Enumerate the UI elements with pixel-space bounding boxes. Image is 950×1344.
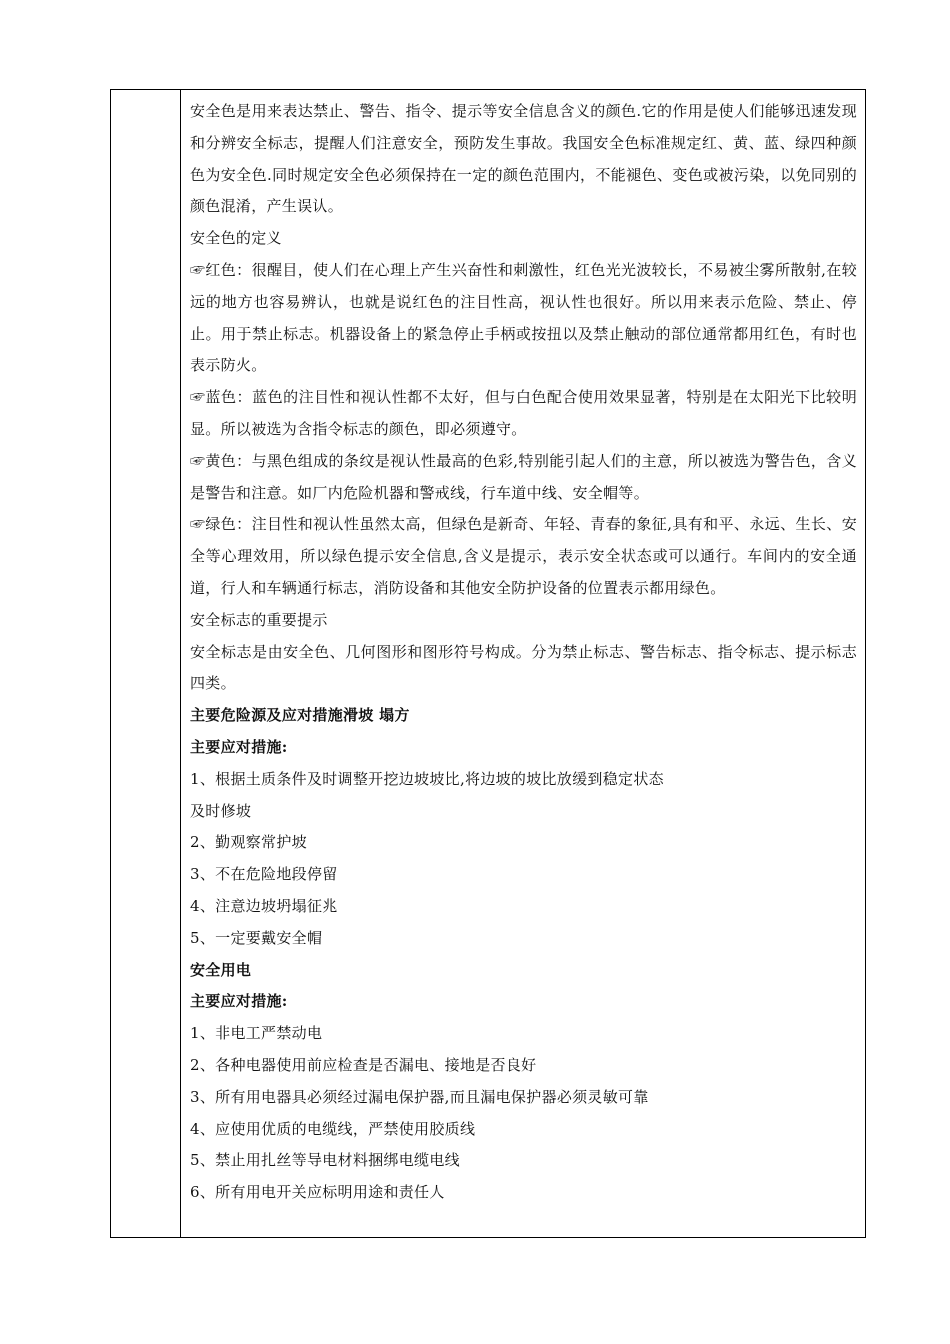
list-item-landslide-1-cont: 及时修坡 [190,801,252,820]
heading-electrical-safety: 安全用电 [190,960,252,979]
list-item-electrical-6: 6、所有用电开关应标明用途和责任人 [190,1183,445,1202]
table-left-column [111,90,181,1237]
paragraph-red: ☞红色：很醒目，使人们在心理上产生兴奋性和刺激性，红色光光波较长，不易被尘雾所散射,在较远的地方也容易辨认，也就是说红色的注目性高，视认性也很好。所以用来表示危险、禁止、停止。用于禁止标志。机器设备上的紧急停止手柄或按扭以及禁止触动的部位通常都用红色，有时也表示防火。 [190,260,857,375]
list-item-electrical-5: 5、禁止用扎丝等导电材料捆绑电缆电线 [190,1151,460,1170]
heading-landslide-measures: 主要应对措施: [190,737,288,756]
list-item-landslide-1: 1、根据土质条件及时调整开挖边坡坡比,将边坡的坡比放缓到稳定状态 [190,769,664,788]
list-item-landslide-5: 5、一定要戴安全帽 [190,928,323,947]
paragraph-safety-color-intro: 安全色是用来表达禁止、警告、指令、提示等安全信息含义的颜色.它的作用是使人们能够迅速发现和分辨安全标志，提醒人们注意安全，预防发生事故。我国安全色标准规定红、黄、蓝、绿四种颜色为安全色.同时规定安全色必须保持在一定的颜色范围内，不能褪色、变色或被污染，以免同别的颜色混淆，产生误认。 [190,102,857,216]
paragraph-blue: ☞蓝色：蓝色的注目性和视认性都不太好，但与白色配合使用效果显著，特别是在太阳光下比较明显。所以被选为含指令标志的颜色，即必须遵守。 [190,388,857,438]
list-item-electrical-4: 4、应使用优质的电缆线，严禁使用胶质线 [190,1119,476,1138]
heading-electrical-measures: 主要应对措施: [190,992,288,1011]
list-item-landslide-3: 3、不在危险地段停留 [190,865,338,884]
list-item-landslide-2: 2、勤观察常护坡 [190,833,307,852]
heading-landslide: 主要危险源及应对措施滑坡 塌方 [190,706,410,725]
heading-safety-color-definition: 安全色的定义 [190,229,282,248]
table-content-cell [182,90,865,1237]
list-item-electrical-1: 1、非电工严禁动电 [190,1024,323,1043]
paragraph-green: ☞绿色：注目性和视认性虽然太高，但绿色是新奇、年轻、青春的象征,具有和平、永远、生长、安全等心理效用，所以绿色提示安全信息,含义是提示，表示安全状态或可以通行。车间内的安全通道，行人和车辆通行标志，消防设备和其他安全防护设备的位置表示都用绿色。 [190,515,857,597]
list-item-electrical-3: 3、所有用电器具必须经过漏电保护器,而且漏电保护器必须灵敏可靠 [190,1087,649,1106]
heading-safety-sign-tips: 安全标志的重要提示 [190,610,328,629]
paragraph-yellow: ☞黄色：与黑色组成的条纹是视认性最高的色彩,特别能引起人们的主意，所以被选为警告色，含义是警告和注意。如厂内危险机器和警戒线，行车道中线、安全帽等。 [190,451,857,502]
paragraph-safety-sign: 安全标志是由安全色、几何图形和图形符号构成。分为禁止标志、警告标志、指令标志、提示标志四类。 [190,642,857,693]
document-table [110,89,866,1238]
list-item-electrical-2: 2、各种电器使用前应检查是否漏电、接地是否良好 [190,1055,537,1074]
list-item-landslide-4: 4、注意边坡坍塌征兆 [190,896,338,915]
